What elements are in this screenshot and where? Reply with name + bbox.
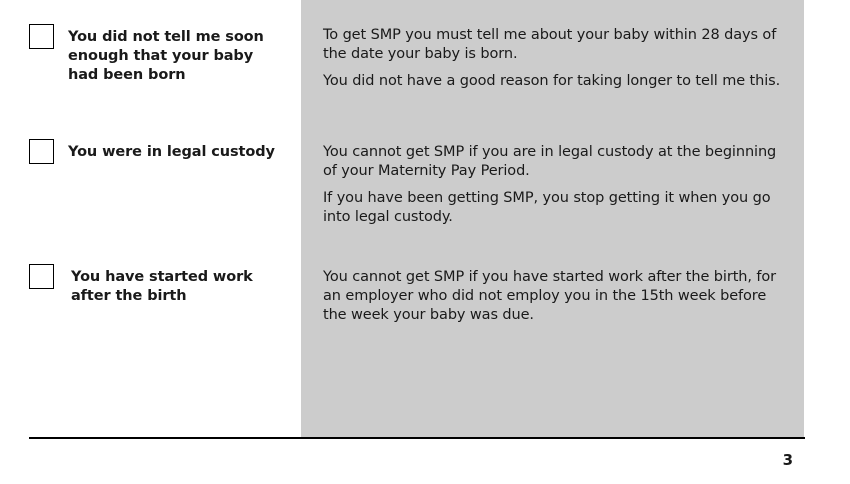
explanation-paragraph: You cannot get SMP if you have started work after the birth, for an employer who did not employ you in the 15th week before the week your baby was due.	[323, 269, 777, 323]
page-number: 3	[782, 451, 793, 469]
explanation-paragraph: To get SMP you must tell me about your baby within 28 days of the date your baby is born.	[323, 27, 777, 62]
reason-label-legal-custody: You were in legal custody	[68, 144, 275, 160]
explanation-paragraph: You did not have a good reason for taking longer to tell me this.	[323, 73, 781, 89]
reason-checkbox-legal-custody[interactable]	[29, 139, 54, 164]
explanation-paragraph: If you have been getting SMP, you stop getting it when you go into legal custody.	[323, 190, 771, 225]
explanation-started-work	[323, 268, 793, 333]
explanation-late-notification	[323, 26, 793, 99]
reason-label-late-notification: You did not tell me soon enough that your baby had been born	[68, 29, 264, 83]
footer-divider	[29, 437, 805, 439]
explanation-legal-custody	[323, 143, 793, 235]
reason-checkbox-started-work[interactable]	[29, 264, 54, 289]
reason-label-started-work: You have started work after the birth	[71, 269, 253, 304]
explanation-paragraph: You cannot get SMP if you are in legal custody at the beginning of your Maternity Pay Period.	[323, 144, 777, 179]
reason-checkbox-late-notification[interactable]	[29, 24, 54, 49]
